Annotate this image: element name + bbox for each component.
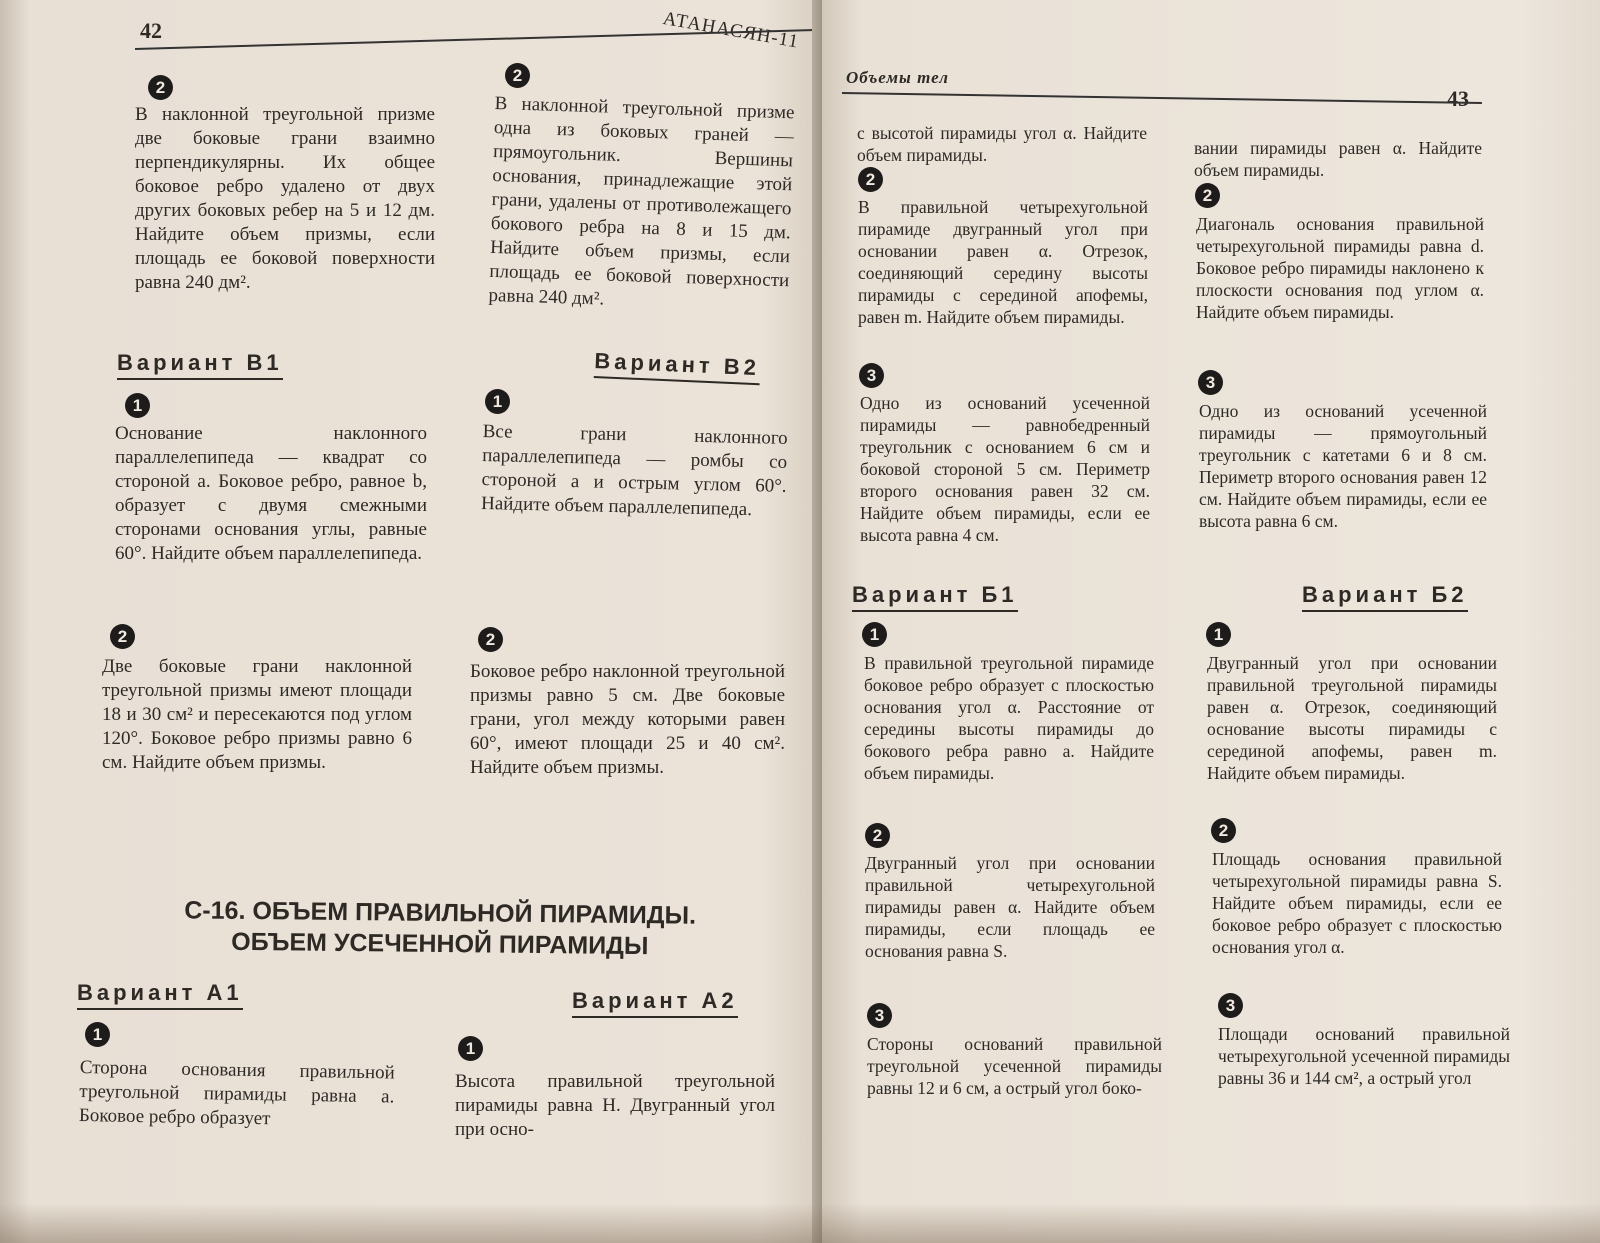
page-edge-shadow [0, 1203, 1600, 1243]
variant-heading: Вариант Б1 [852, 582, 1018, 612]
task-text: Боковое ребро наклонной треугольной призмы равно 5 см. Две боковые грани, угол между которыми равен 60°, имеют площади 25 и 40 см². Найдите объем призмы. [470, 661, 785, 778]
section-title-line-2: ОБЪЕМ УСЕЧЕННОЙ ПИРАМИДЫ [231, 927, 649, 961]
task-text: Сторона основания правильной треугольной пирамиды равна a. Боковое ребро образует [78, 1056, 395, 1130]
page-number: 43 [1447, 86, 1469, 111]
header-rule [135, 29, 815, 50]
variant-heading: Вариант Б2 [1302, 582, 1468, 612]
task-number-badge: 1 [485, 389, 510, 414]
task-text: Основание наклонного параллелепипеда — квадрат со стороной a. Боковое ребро, равное b, образует с двумя смежными сторонами основания углы, равные 60°. Найдите объем параллелепипеда. [115, 423, 427, 564]
task-number-badge: 2 [1195, 183, 1220, 208]
task-number-badge: 2 [478, 627, 503, 652]
task-number-badge: 2 [148, 75, 173, 100]
task-number-badge: 1 [458, 1036, 483, 1061]
task-text: вании пирамиды равен α. Найдите объем пирамиды. [1194, 138, 1482, 180]
task-text: Стороны оснований правильной треугольной усеченной пирамиды равны 12 и 6 см, а острый угол боко- [867, 1034, 1162, 1098]
section-title-line-1: С-16. ОБЪЕМ ПРАВИЛЬНОЙ ПИРАМИДЫ. [184, 896, 697, 930]
variant-heading: Вариант А1 [77, 980, 243, 1010]
task-text: Одно из оснований усеченной пирамиды — прямоугольный треугольник с катетами 6 и 8 см. Периметр второго основания равен 12 см. Найдите объем пирамиды, если ее высота равна 6 см. [1199, 401, 1487, 531]
variant-heading: Вариант В2 [594, 348, 761, 385]
section-title [150, 895, 731, 963]
task-number-badge: 3 [867, 1003, 892, 1028]
variant-heading: Вариант А2 [572, 988, 738, 1018]
task-text: Площадь основания правильной четырехугольной пирамиды равна S. Найдите объем пирамиды, если ее боковое ребро образует с плоскостью основания угол α. [1212, 849, 1502, 957]
task-number-badge: 1 [862, 622, 887, 647]
running-header: Объемы тел [846, 68, 949, 87]
task-number-badge: 2 [1211, 818, 1236, 843]
task-number-badge: 2 [505, 63, 530, 88]
task-number-badge: 3 [859, 363, 884, 388]
task-text: Одно из оснований усеченной пирамиды — равнобедренный треугольник с основанием 6 см и боковой стороной 5 см. Периметр второго основания равен 32 см. Найдите объем пирамиды, если ее высота равна 4 см. [860, 393, 1150, 545]
header-rule [842, 92, 1482, 104]
task-number-badge: 1 [85, 1022, 110, 1047]
task-number-badge: 3 [1218, 993, 1243, 1018]
task-text: Высота правильной треугольной пирамиды равна H. Двугранный угол при осно- [455, 1071, 775, 1140]
task-text: Площади оснований правильной четырехугольной усеченной пирамиды равны 36 и 144 см², а острый угол [1218, 1024, 1510, 1088]
task-number-badge: 2 [865, 823, 890, 848]
task-text: В правильной четырехугольной пирамиде двугранный угол при основании равен α. Отрезок, соединяющий середину высоты пирамиды с серединой апофемы, равен m. Найдите объем пирамиды. [858, 197, 1148, 327]
task-text: с высотой пирамиды угол α. Найдите объем пирамиды. [857, 123, 1147, 165]
task-text: В правильной треугольной пирамиде боковое ребро образует с плоскостью основания угол α. Расстояние от середины высоты пирамиды до бокового ребра равно a. Найдите объем пирамиды. [864, 653, 1154, 783]
task-number-badge: 2 [110, 624, 135, 649]
task-text: Двугранный угол при основании правильной треугольной пирамиды равен α. Отрезок, соединяющий основание высоты пирамиды с серединой апофемы, равен m. Найдите объем пирамиды. [1207, 653, 1497, 783]
page-number: 42 [140, 18, 162, 43]
task-number-badge: 2 [858, 167, 883, 192]
task-text: Две боковые грани наклонной треугольной призмы имеют площади 18 и 30 см² и пересекаются под углом 120°. Боковое ребро призмы равно 6 см. Найдите объем призмы. [102, 656, 412, 773]
task-number-badge: 3 [1198, 370, 1223, 395]
running-header: АТАНАСЯН-11 [661, 8, 801, 53]
variant-heading: Вариант В1 [117, 350, 283, 380]
task-text: Двугранный угол при основании правильной четырехугольной пирамиды равен α. Найдите объем пирамиды, если площадь ее основания равна S. [865, 853, 1155, 961]
task-number-badge: 1 [125, 393, 150, 418]
right-page [822, 0, 1600, 1243]
task-number-badge: 1 [1206, 622, 1231, 647]
task-text: Диагональ основания правильной четырехугольной пирамиды равна d. Боковое ребро пирамиды наклонено к плоскости основания под углом α. Найдите объем пирамиды. [1196, 214, 1484, 322]
task-text: В наклонной треугольной призме две боковые грани взаимно перпендикулярны. Их общее боковое ребро удалено от двух других боковых ребер на 5 и 12 дм. Найдите объем призмы, если площадь ее боковой поверхности равна 240 дм². [135, 104, 435, 293]
task-text: Все грани наклонного параллелепипеда — ромбы со стороной a и острым углом 60°. Найдите объем параллелепипеда. [480, 420, 788, 521]
task-text: В наклонной треугольной призме одна из боковых граней — прямоугольник. Вершины основания, принадлежащие этой грани, удалены от противолежащего бокового ребра на 8 и 15 дм. Найдите объем призмы, если площадь ее боковой поверхности равна 240 дм². [488, 92, 795, 310]
